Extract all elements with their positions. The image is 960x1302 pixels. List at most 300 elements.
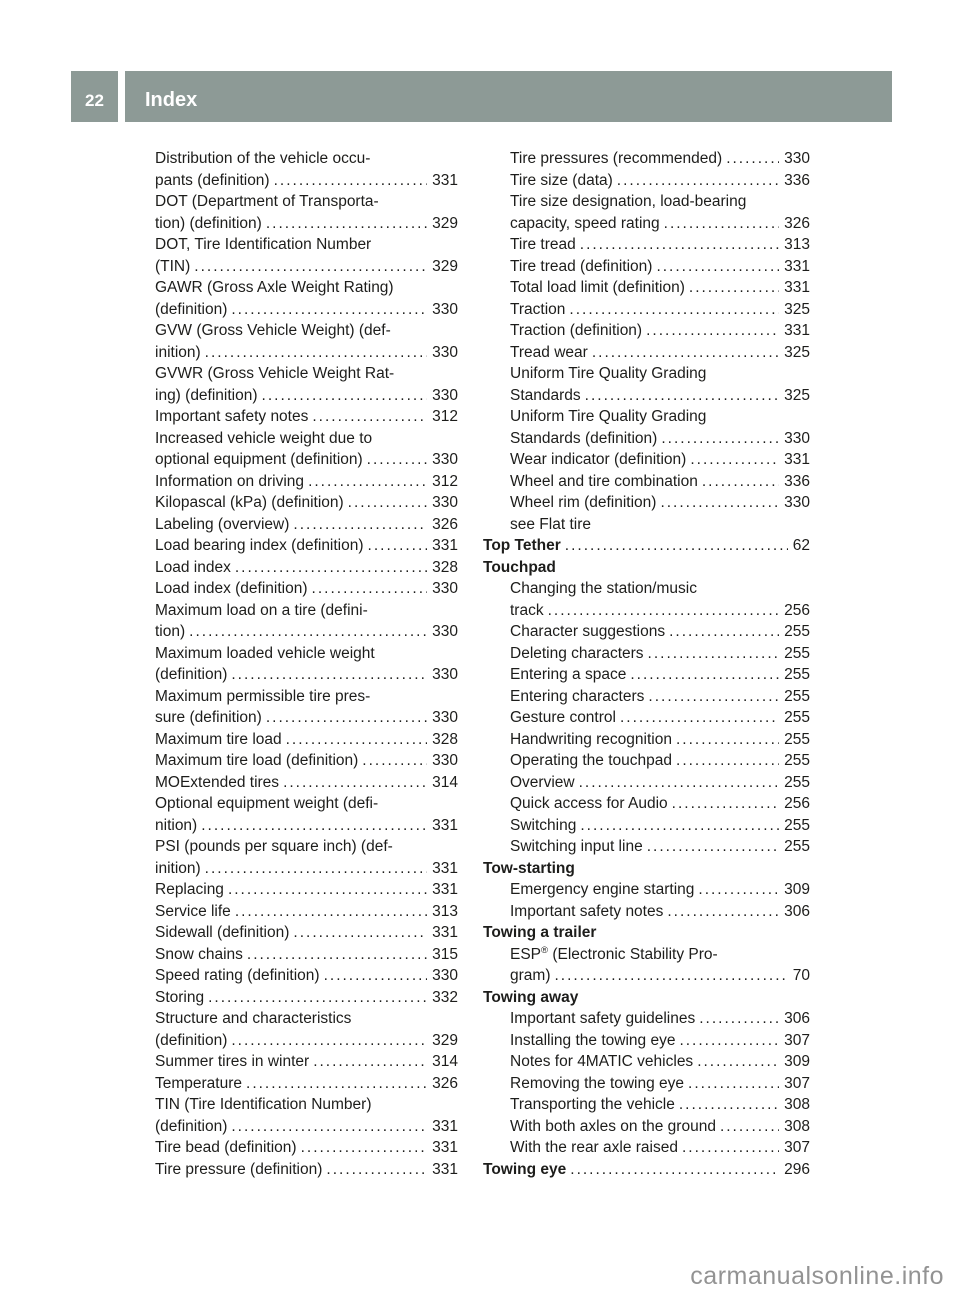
index-entry-text: Kilopascal (kPa) (definition) bbox=[155, 494, 344, 511]
index-entry bbox=[128, 535, 458, 557]
index-entry-text: GAWR (Gross Axle Weight Rating) bbox=[155, 279, 394, 296]
page-reference: 325 bbox=[784, 386, 810, 404]
dot-leader bbox=[664, 213, 779, 235]
index-heading bbox=[483, 922, 810, 944]
page-number-label: 22 bbox=[85, 91, 104, 110]
dot-leader bbox=[326, 1159, 427, 1181]
dot-leader bbox=[647, 836, 779, 858]
index-entry-text: Switching input line bbox=[510, 838, 643, 855]
dot-leader bbox=[205, 858, 427, 880]
index-entry bbox=[128, 1073, 458, 1095]
index-entry-text: ing) (definition) bbox=[155, 386, 258, 404]
dot-leader bbox=[580, 234, 779, 256]
dot-leader bbox=[367, 449, 427, 471]
index-heading bbox=[483, 1159, 810, 1181]
index-entry-text: GVWR (Gross Vehicle Weight Rat- bbox=[155, 365, 395, 382]
index-entry-text: Sidewall (definition) bbox=[155, 924, 290, 941]
index-entry bbox=[128, 277, 458, 320]
dot-leader bbox=[580, 815, 779, 837]
page-reference: 326 bbox=[432, 515, 458, 533]
page-reference: 328 bbox=[432, 730, 458, 748]
index-heading bbox=[483, 987, 810, 1009]
index-entry bbox=[483, 449, 810, 471]
dot-leader bbox=[548, 600, 780, 622]
index-entry-text: Maximum tire load (definition) bbox=[155, 752, 359, 769]
page-reference: 309 bbox=[784, 881, 810, 898]
index-entry-text: see Flat tire bbox=[510, 515, 591, 533]
index-entry bbox=[483, 1137, 810, 1159]
index-entry-text: Service life bbox=[155, 902, 231, 920]
index-entry bbox=[483, 879, 810, 901]
dot-leader bbox=[698, 879, 779, 901]
page-reference: 329 bbox=[432, 214, 458, 232]
index-entry-text: Total load limit (definition) bbox=[510, 279, 685, 296]
dot-leader bbox=[688, 1073, 779, 1095]
page-reference: 330 bbox=[432, 623, 458, 640]
page-reference: 255 bbox=[784, 816, 810, 834]
index-heading bbox=[483, 858, 810, 880]
index-entry-text: Important safety notes bbox=[155, 408, 309, 425]
index-entry bbox=[128, 1008, 458, 1051]
page-reference: 336 bbox=[784, 171, 810, 189]
index-entry-text: Speed rating (definition) bbox=[155, 967, 320, 984]
index-entry-text: Summer tires in winter bbox=[155, 1053, 310, 1070]
index-entry-text: optional equipment (definition) bbox=[155, 451, 363, 468]
dot-leader bbox=[208, 987, 427, 1009]
index-entry bbox=[128, 686, 458, 729]
page-reference: 331 bbox=[784, 257, 810, 275]
index-entry bbox=[483, 406, 810, 449]
page-reference: 256 bbox=[784, 601, 810, 619]
dot-leader bbox=[661, 428, 779, 450]
index-entry-text: Tread wear bbox=[510, 343, 588, 361]
page-reference: 312 bbox=[432, 408, 458, 425]
index-entry bbox=[128, 320, 458, 363]
index-entry-text: Tire pressures (recommended) bbox=[510, 150, 723, 167]
dot-leader bbox=[283, 772, 427, 794]
page-reference: 313 bbox=[432, 902, 458, 920]
header-title-bar bbox=[125, 71, 892, 122]
index-entry-text: GVW (Gross Vehicle Weight) (def- bbox=[155, 322, 391, 339]
index-entry-text: Temperature bbox=[155, 1074, 243, 1092]
page-reference: 331 bbox=[432, 859, 458, 877]
index-entry-text: Maximum tire load bbox=[155, 730, 282, 748]
dot-leader bbox=[286, 729, 428, 751]
page-reference: 330 bbox=[432, 666, 458, 683]
index-entry-text: Changing the station/music bbox=[510, 580, 697, 597]
dot-leader bbox=[690, 449, 779, 471]
page-title: Index bbox=[145, 88, 198, 111]
index-entry-text: tion) (definition) bbox=[155, 214, 262, 232]
index-entry-text: Distribution of the vehicle occu- bbox=[155, 150, 371, 167]
dot-leader bbox=[228, 879, 427, 901]
dot-leader bbox=[565, 535, 788, 557]
index-entry-text: tion) bbox=[155, 623, 186, 640]
index-entry bbox=[483, 299, 810, 321]
page-reference: 314 bbox=[432, 1053, 458, 1070]
index-entry-text: pants (definition) bbox=[155, 171, 270, 189]
index-entry-text: Tire pressure (definition) bbox=[155, 1160, 323, 1178]
dot-leader bbox=[205, 342, 427, 364]
index-entry bbox=[128, 922, 458, 944]
page-reference: 326 bbox=[432, 1074, 458, 1092]
index-entry-text: TIN (Tire Identification Number) bbox=[155, 1096, 372, 1113]
index-entry-text: Structure and characteristics bbox=[155, 1010, 352, 1027]
index-entry bbox=[128, 578, 458, 600]
index-entry-text: Entering a space bbox=[510, 666, 627, 683]
dot-leader bbox=[679, 1030, 779, 1052]
dot-leader bbox=[231, 664, 427, 686]
dot-leader bbox=[348, 492, 427, 514]
index-entry bbox=[128, 1137, 458, 1159]
dot-leader bbox=[689, 277, 779, 299]
dot-leader bbox=[201, 815, 427, 837]
index-entry-text: Installing the towing eye bbox=[510, 1031, 676, 1049]
index-entry-text: Towing away bbox=[483, 988, 579, 1006]
dot-leader bbox=[194, 256, 427, 278]
index-entry bbox=[128, 600, 458, 643]
page-reference: 331 bbox=[432, 1117, 458, 1135]
index-entry-text: nition) bbox=[155, 816, 198, 834]
dot-leader bbox=[554, 965, 787, 987]
index-entry-text: Replacing bbox=[155, 881, 224, 898]
page-reference: 330 bbox=[432, 709, 458, 726]
index-entry bbox=[128, 471, 458, 493]
index-entry bbox=[483, 1051, 810, 1073]
page-reference: 315 bbox=[432, 945, 458, 963]
dot-leader bbox=[231, 299, 427, 321]
index-heading bbox=[483, 535, 810, 557]
page-reference: 62 bbox=[792, 537, 810, 554]
dot-leader bbox=[699, 1008, 779, 1030]
page-reference: 330 bbox=[432, 580, 458, 597]
index-entry bbox=[483, 514, 810, 536]
page-reference: 331 bbox=[784, 322, 810, 339]
dot-leader bbox=[676, 729, 779, 751]
page-reference: 312 bbox=[432, 472, 458, 490]
index-entry bbox=[483, 256, 810, 278]
index-entry-text: Uniform Tire Quality Grading bbox=[510, 408, 707, 425]
dot-leader bbox=[620, 707, 779, 729]
page-reference: 255 bbox=[784, 838, 810, 855]
index-entry-text: Important safety guidelines bbox=[510, 1010, 696, 1027]
page-reference: 331 bbox=[784, 451, 810, 468]
index-entry bbox=[483, 750, 810, 772]
index-entry bbox=[128, 965, 458, 987]
page-reference: 329 bbox=[432, 1031, 458, 1049]
index-entry bbox=[483, 1094, 810, 1116]
dot-leader bbox=[274, 170, 428, 192]
index-entry bbox=[483, 944, 810, 987]
index-entry-text: Operating the touchpad bbox=[510, 752, 673, 769]
index-entry bbox=[128, 363, 458, 406]
index-entry bbox=[483, 664, 810, 686]
index-entry bbox=[128, 901, 458, 923]
index-entry bbox=[483, 686, 810, 708]
page-reference: 325 bbox=[784, 300, 810, 318]
index-entry bbox=[128, 234, 458, 277]
page-reference: 307 bbox=[784, 1139, 810, 1156]
index-entry-text: Load index (definition) bbox=[155, 580, 308, 597]
dot-leader bbox=[293, 922, 427, 944]
page-reference: 308 bbox=[784, 1096, 810, 1113]
index-entry-text: (definition) bbox=[155, 300, 228, 318]
page-reference: 330 bbox=[784, 494, 810, 511]
index-entry-text: Wear indicator (definition) bbox=[510, 451, 687, 468]
index-entry-text: Traction (definition) bbox=[510, 322, 643, 339]
index-entry-text: Removing the towing eye bbox=[510, 1074, 685, 1092]
dot-leader bbox=[579, 772, 780, 794]
dot-leader bbox=[570, 1159, 779, 1181]
index-entry bbox=[483, 1030, 810, 1052]
dot-leader bbox=[368, 535, 428, 557]
index-entry bbox=[483, 643, 810, 665]
dot-leader bbox=[679, 1094, 779, 1116]
index-entry-text: track bbox=[510, 601, 544, 619]
page-reference: 331 bbox=[784, 279, 810, 296]
index-entry-text: Tire size designation, load-bearing bbox=[510, 193, 747, 210]
index-heading bbox=[483, 557, 810, 579]
page-reference: 313 bbox=[784, 236, 810, 253]
page-reference: 330 bbox=[432, 451, 458, 468]
dot-leader bbox=[189, 621, 427, 643]
index-entry-text: Optional equipment weight (defi- bbox=[155, 795, 379, 812]
page-reference: 255 bbox=[784, 773, 810, 791]
page-reference: 330 bbox=[784, 150, 810, 167]
index-entry bbox=[483, 578, 810, 621]
index-entry bbox=[483, 707, 810, 729]
page-reference: 307 bbox=[784, 1074, 810, 1092]
index-entry-text: Tow-starting bbox=[483, 859, 575, 877]
index-column-left bbox=[128, 148, 458, 1180]
dot-leader bbox=[682, 1137, 779, 1159]
index-entry-text: Tire tread bbox=[510, 236, 576, 253]
index-entry bbox=[483, 363, 810, 406]
dot-leader bbox=[312, 578, 428, 600]
index-entry-text: (definition) bbox=[155, 1031, 228, 1049]
dot-leader bbox=[585, 385, 779, 407]
index-entry-text: ESP® (Electronic Stability Pro- bbox=[510, 944, 718, 963]
index-entry-text: Labeling (overview) bbox=[155, 515, 290, 533]
index-entry bbox=[483, 471, 810, 493]
registered-trademark-symbol: ® bbox=[541, 944, 549, 956]
dot-leader bbox=[569, 299, 779, 321]
dot-leader bbox=[648, 686, 779, 708]
page-reference: 330 bbox=[432, 494, 458, 511]
dot-leader bbox=[262, 385, 428, 407]
page-reference: 331 bbox=[432, 881, 458, 898]
index-entry-text: With the rear axle raised bbox=[510, 1139, 678, 1156]
dot-leader bbox=[313, 1051, 427, 1073]
page-reference: 326 bbox=[784, 214, 810, 232]
page-reference: 331 bbox=[432, 1139, 458, 1156]
page-reference: 255 bbox=[784, 623, 810, 640]
index-entry-text: inition) bbox=[155, 343, 201, 361]
dot-leader bbox=[702, 471, 779, 493]
index-entry-text: Tire size (data) bbox=[510, 171, 613, 189]
page-reference: 330 bbox=[432, 386, 458, 404]
index-entry-text: DOT (Department of Transporta- bbox=[155, 193, 379, 210]
page-reference: 330 bbox=[432, 300, 458, 318]
index-entry bbox=[483, 1008, 810, 1030]
page-reference: 330 bbox=[432, 343, 458, 361]
dot-leader bbox=[231, 1116, 427, 1138]
dot-leader bbox=[676, 750, 779, 772]
index-entry-text: MOExtended tires bbox=[155, 773, 280, 791]
page-reference: 306 bbox=[784, 902, 810, 920]
page-reference: 331 bbox=[432, 537, 458, 554]
dot-leader bbox=[672, 793, 779, 815]
page-reference: 255 bbox=[784, 666, 810, 683]
index-entry-text: Handwriting recognition bbox=[510, 730, 672, 748]
page-reference: 330 bbox=[784, 429, 810, 447]
index-entry-text: Switching bbox=[510, 816, 577, 834]
dot-leader bbox=[697, 1051, 779, 1073]
index-entry-text: Wheel and tire combination bbox=[510, 472, 698, 490]
index-entry-text: Towing eye bbox=[483, 1160, 567, 1178]
dot-leader bbox=[646, 320, 779, 342]
page-reference: 255 bbox=[784, 709, 810, 726]
page-reference: 336 bbox=[784, 472, 810, 490]
index-entry bbox=[483, 729, 810, 751]
dot-leader bbox=[231, 1030, 427, 1052]
index-entry bbox=[128, 750, 458, 772]
dot-leader bbox=[312, 406, 427, 428]
index-entry-text: Standards bbox=[510, 386, 581, 404]
index-entry-text: Touchpad bbox=[483, 558, 556, 576]
index-entry bbox=[128, 1159, 458, 1181]
page-reference: 331 bbox=[432, 171, 458, 189]
dot-leader bbox=[720, 1116, 779, 1138]
index-entry bbox=[483, 170, 810, 192]
index-entry bbox=[128, 643, 458, 686]
page-reference: 325 bbox=[784, 343, 810, 361]
index-entry-text: capacity, speed rating bbox=[510, 214, 660, 232]
dot-leader bbox=[726, 148, 779, 170]
index-entry bbox=[483, 836, 810, 858]
index-entry-text: PSI (pounds per square inch) (def- bbox=[155, 838, 393, 855]
dot-leader bbox=[660, 492, 779, 514]
index-entry bbox=[483, 320, 810, 342]
dot-leader bbox=[592, 342, 779, 364]
index-entry bbox=[128, 406, 458, 428]
index-entry-text: (TIN) bbox=[155, 257, 191, 275]
index-entry-text: Overview bbox=[510, 773, 575, 791]
page-reference: 306 bbox=[784, 1010, 810, 1027]
dot-leader bbox=[669, 621, 779, 643]
index-entry bbox=[128, 514, 458, 536]
index-entry bbox=[128, 772, 458, 794]
page-reference: 331 bbox=[432, 1160, 458, 1178]
index-entry-text: Wheel rim (definition) bbox=[510, 494, 657, 511]
dot-leader bbox=[617, 170, 779, 192]
index-entry-text: Tire bead (definition) bbox=[155, 1139, 297, 1156]
index-entry-text: Uniform Tire Quality Grading bbox=[510, 365, 707, 382]
index-entry-text: With both axles on the ground bbox=[510, 1117, 716, 1135]
index-entry bbox=[128, 191, 458, 234]
index-entry bbox=[128, 557, 458, 579]
index-entry-text: Load index bbox=[155, 558, 231, 576]
dot-leader bbox=[630, 664, 779, 686]
dot-leader bbox=[324, 965, 428, 987]
page-reference: 256 bbox=[784, 795, 810, 812]
index-entry-text: Traction bbox=[510, 300, 566, 318]
page-reference: 330 bbox=[432, 752, 458, 769]
index-entry bbox=[128, 148, 458, 191]
index-entry bbox=[128, 1094, 458, 1137]
watermark: carmanualsonline.info bbox=[690, 1262, 944, 1290]
index-entry-text: Increased vehicle weight due to bbox=[155, 429, 373, 447]
page-number-box bbox=[71, 71, 118, 122]
dot-leader bbox=[247, 944, 427, 966]
dot-leader bbox=[235, 557, 427, 579]
index-entry-text: Standards (definition) bbox=[510, 429, 658, 447]
index-entry-text: Notes for 4MATIC vehicles bbox=[510, 1053, 694, 1070]
index-entry-text: Quick access for Audio bbox=[510, 795, 668, 812]
page-reference: 307 bbox=[784, 1031, 810, 1049]
page-reference: 255 bbox=[784, 730, 810, 748]
index-entry-text: inition) bbox=[155, 859, 201, 877]
dot-leader bbox=[293, 514, 427, 536]
page-reference: 328 bbox=[432, 558, 458, 576]
page-reference: 331 bbox=[432, 924, 458, 941]
index-entry-text: sure (definition) bbox=[155, 709, 262, 726]
page-reference: 255 bbox=[784, 687, 810, 705]
index-entry-text: Entering characters bbox=[510, 687, 645, 705]
index-entry bbox=[128, 428, 458, 471]
index-entry-text: Storing bbox=[155, 988, 205, 1006]
index-entry bbox=[128, 793, 458, 836]
page-reference: 332 bbox=[432, 988, 458, 1006]
index-entry-text: (definition) bbox=[155, 666, 228, 683]
dot-leader bbox=[648, 643, 780, 665]
page-header bbox=[71, 71, 892, 122]
index-entry bbox=[483, 342, 810, 364]
page-reference: 329 bbox=[432, 257, 458, 275]
index-entry bbox=[483, 191, 810, 234]
page-reference: 314 bbox=[432, 773, 458, 791]
index-entry bbox=[128, 492, 458, 514]
index-entry-text: Transporting the vehicle bbox=[510, 1096, 675, 1113]
index-entry bbox=[483, 793, 810, 815]
index-entry bbox=[483, 621, 810, 643]
index-entry bbox=[128, 729, 458, 751]
index-entry-text: Emergency engine starting bbox=[510, 881, 695, 898]
index-entry-text: Towing a trailer bbox=[483, 924, 597, 941]
dot-leader bbox=[362, 750, 427, 772]
index-entry bbox=[483, 901, 810, 923]
index-entry-text: Top Tether bbox=[483, 537, 561, 554]
index-entry-text: Maximum load on a tire (defini- bbox=[155, 601, 368, 619]
index-entry bbox=[128, 1051, 458, 1073]
index-entry bbox=[483, 234, 810, 256]
index-entry-text: Maximum loaded vehicle weight bbox=[155, 644, 375, 662]
index-entry bbox=[483, 148, 810, 170]
index-entry-text: DOT, Tire Identification Number bbox=[155, 236, 372, 253]
page-reference: 309 bbox=[784, 1053, 810, 1070]
dot-leader bbox=[308, 471, 427, 493]
index-entry bbox=[483, 1073, 810, 1095]
index-entry-text: Information on driving bbox=[155, 472, 305, 490]
index-entry bbox=[483, 772, 810, 794]
index-entry bbox=[128, 987, 458, 1009]
page-reference: 296 bbox=[784, 1160, 810, 1178]
index-entry bbox=[128, 879, 458, 901]
dot-leader bbox=[667, 901, 779, 923]
index-entry bbox=[483, 277, 810, 299]
index-entry-text: Important safety notes bbox=[510, 902, 664, 920]
page-reference: 255 bbox=[784, 752, 810, 769]
